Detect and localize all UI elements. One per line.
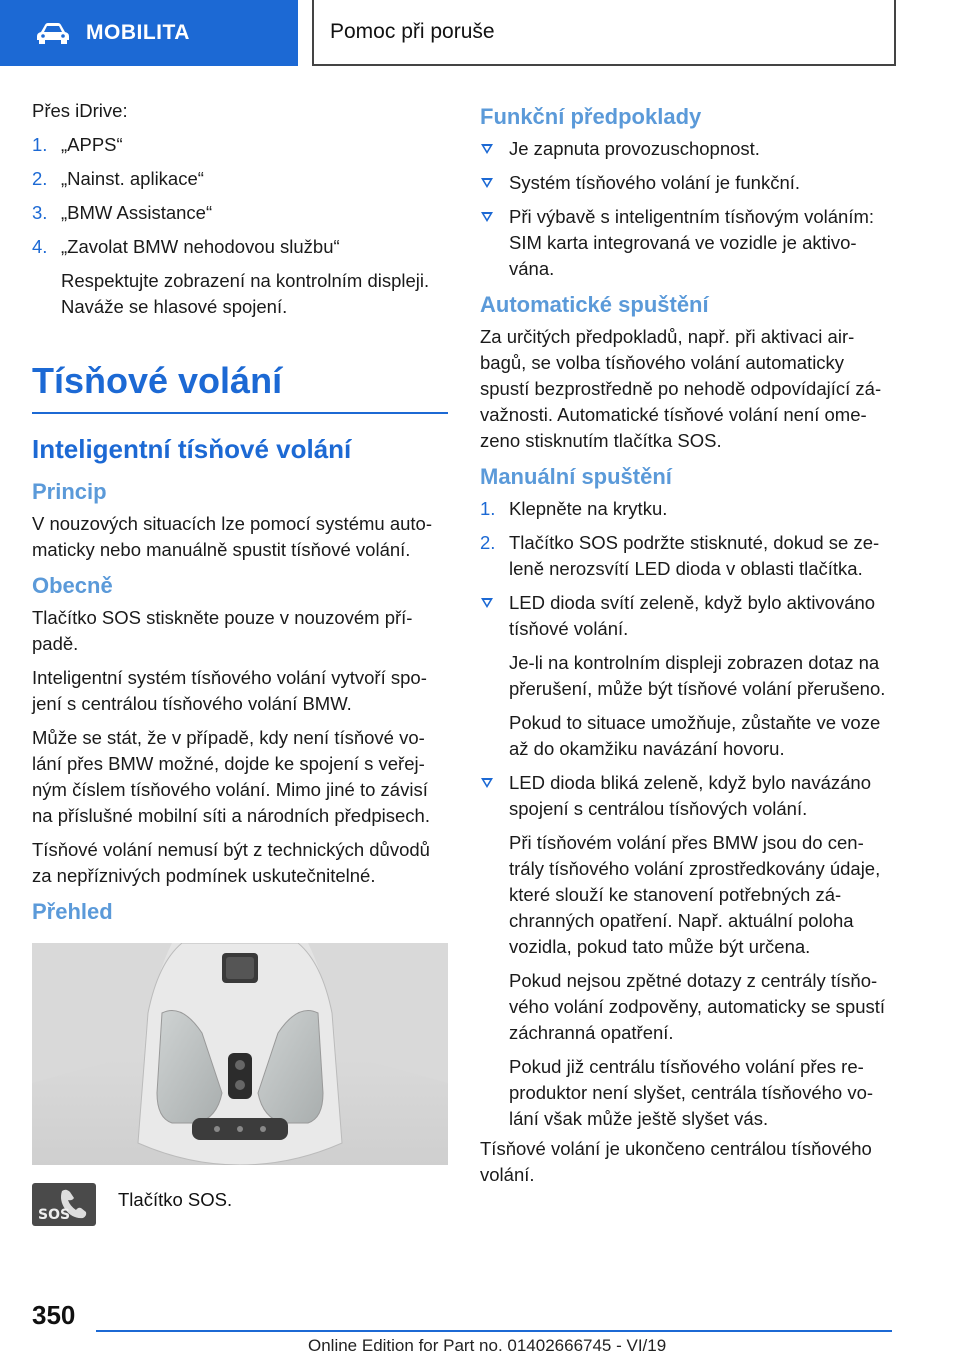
closing-text: Tísňové volání je ukončeno centrálou tísňového volání. — [480, 1138, 872, 1185]
list-item — [480, 136, 892, 162]
obecne-paragraph: Inteligentní systém tísňového volání vytvoří spojení s centrálou tísňového volání BMW. — [32, 667, 427, 714]
step-item — [32, 132, 448, 158]
chapter-title: Pomoc při poruše — [330, 20, 495, 43]
step-number: 1. — [480, 498, 496, 519]
intro-text: Přes iDrive: — [32, 100, 128, 121]
obecne-paragraph: Tísňové volání nemusí být z technických důvodů za nepříznivých podmínek uskutečnitelné. — [32, 839, 430, 886]
list-item — [480, 204, 892, 282]
overhead-console-image — [32, 943, 448, 1165]
list-item — [480, 770, 892, 1132]
footer-divider — [96, 1330, 892, 1332]
princip-heading: Princip — [32, 479, 107, 504]
chapter-title-box — [312, 0, 896, 66]
page-header — [0, 0, 960, 68]
step-item — [32, 234, 448, 320]
figure-caption-row — [32, 1183, 448, 1226]
step-text: Klepněte na krytku. — [509, 498, 668, 519]
auto-text: Za určitých předpokladů, např. při aktivaci airbagů, se volba tísňového volání automaticky spustí bezprostředně po nehodě odpovídající závažnosti. Automatické tísňové volání není omezeno stisknutím tlačítka SOS. — [480, 326, 882, 451]
list-item-text: LED dioda svítí zeleně, když bylo aktivováno tísňové volání. — [509, 592, 876, 639]
step-text: „APPS“ — [61, 134, 123, 155]
overhead-console-drawing — [32, 943, 448, 1165]
step-number: 1. — [32, 134, 48, 155]
triangle-bullet-icon — [481, 598, 493, 608]
triangle-bullet-icon — [481, 178, 493, 188]
list-item-note: Je-li na kontrolním displeji zobrazen dotaz na přerušení, může být tísňové volání přerušeno. — [509, 652, 886, 699]
list-item-note: Pokud to situace umožňuje, zůstaňte ve voze až do okamžiku navázání hovoru. — [509, 712, 881, 759]
obecne-paragraph: Tlačítko SOS stiskněte pouze v nouzovém případě. — [32, 607, 413, 654]
prereq-heading: Funkční předpoklady — [480, 104, 702, 129]
step-text: „Nainst. aplikace“ — [61, 168, 204, 189]
list-item-note: Při tísňovém volání přes BMW jsou do centrály tísňového volání zprostředkovány údaje, které slouží ke stanovení potřebných záchranných opatření. Např. aktuální poloha vozidla, pokud tato může být určena. — [509, 832, 881, 957]
list-item-text: Je zapnuta provozuschopnost. — [509, 138, 760, 159]
step-note: Respektujte zobrazení na kontrolním displeji. Naváže se hlasové spojení. — [61, 270, 430, 317]
section-heading: Inteligentní tísňové volání — [32, 434, 352, 464]
step-number: 2. — [480, 532, 496, 553]
page-number: 350 — [32, 1300, 76, 1330]
list-item-note: Pokud nejsou zpětné dotazy z centrály tísňového volání zodpověny, automaticky se spustí záchranná opatření. — [509, 970, 886, 1043]
step-number: 4. — [32, 236, 48, 257]
princip-text: V nouzových situacích lze pomocí systému automaticky nebo manuálně spustit tísňové volání. — [32, 513, 433, 560]
auto-heading: Automatické spuštění — [480, 292, 709, 317]
obecne-paragraph: Může se stát, že v případě, kdy není tísňové volání přes BMW možné, dojde ke spojení s veřejným číslem tísňového volání. Mimo jiné to závisí na příslušné mobilní síti a národních předpisech. — [32, 727, 430, 826]
figure-caption: Tlačítko SOS. — [118, 1189, 233, 1210]
idrive-steps — [32, 132, 448, 320]
list-item-text: LED dioda bliká zeleně, když bylo navázáno spojení s centrálou tísňových volání. — [509, 772, 872, 819]
page-title: Tísňové volání — [32, 360, 448, 414]
left-column — [32, 98, 448, 1226]
triangle-bullet-icon — [481, 778, 493, 788]
car-icon — [36, 22, 70, 44]
obecne-heading: Obecně — [32, 573, 113, 598]
step-number: 3. — [32, 202, 48, 223]
prereq-list — [480, 136, 892, 282]
section-tab[interactable] — [0, 0, 298, 66]
manual-steps — [480, 496, 892, 582]
step-item — [32, 200, 448, 226]
step-item — [32, 166, 448, 192]
prehled-heading: Přehled — [32, 899, 113, 924]
right-column — [480, 98, 892, 1196]
step-item — [480, 530, 892, 582]
sos-icon-label: SOS — [38, 1207, 71, 1223]
triangle-bullet-icon — [481, 144, 493, 154]
step-text: „Zavolat BMW nehodovou službu“ — [61, 236, 340, 257]
list-item-note: Pokud již centrálu tísňového volání přes reproduktor není slyšet, centrála tísňového volání však může ještě slyšet vás. — [509, 1056, 874, 1129]
section-tab-label: MOBILITA — [86, 21, 190, 44]
led-list — [480, 590, 892, 1132]
sos-button-icon — [32, 1183, 96, 1226]
edition-note: Online Edition for Part no. 01402666745 - VI/19 — [308, 1336, 667, 1355]
manual-heading: Manuální spuštění — [480, 464, 672, 489]
step-text: Tlačítko SOS podržte stisknuté, dokud se zeleně nerozsvítí LED dioda v oblasti tlačítka. — [509, 532, 880, 579]
step-text: „BMW Assistance“ — [61, 202, 213, 223]
step-number: 2. — [32, 168, 48, 189]
list-item — [480, 170, 892, 196]
list-item-text: Systém tísňového volání je funkční. — [509, 172, 801, 193]
step-item — [480, 496, 892, 522]
triangle-bullet-icon — [481, 212, 493, 222]
list-item-text: Při výbavě s inteligentním tísňovým voláním: SIM karta integrovaná ve vozidle je aktivována. — [509, 206, 875, 279]
list-item — [480, 590, 892, 762]
